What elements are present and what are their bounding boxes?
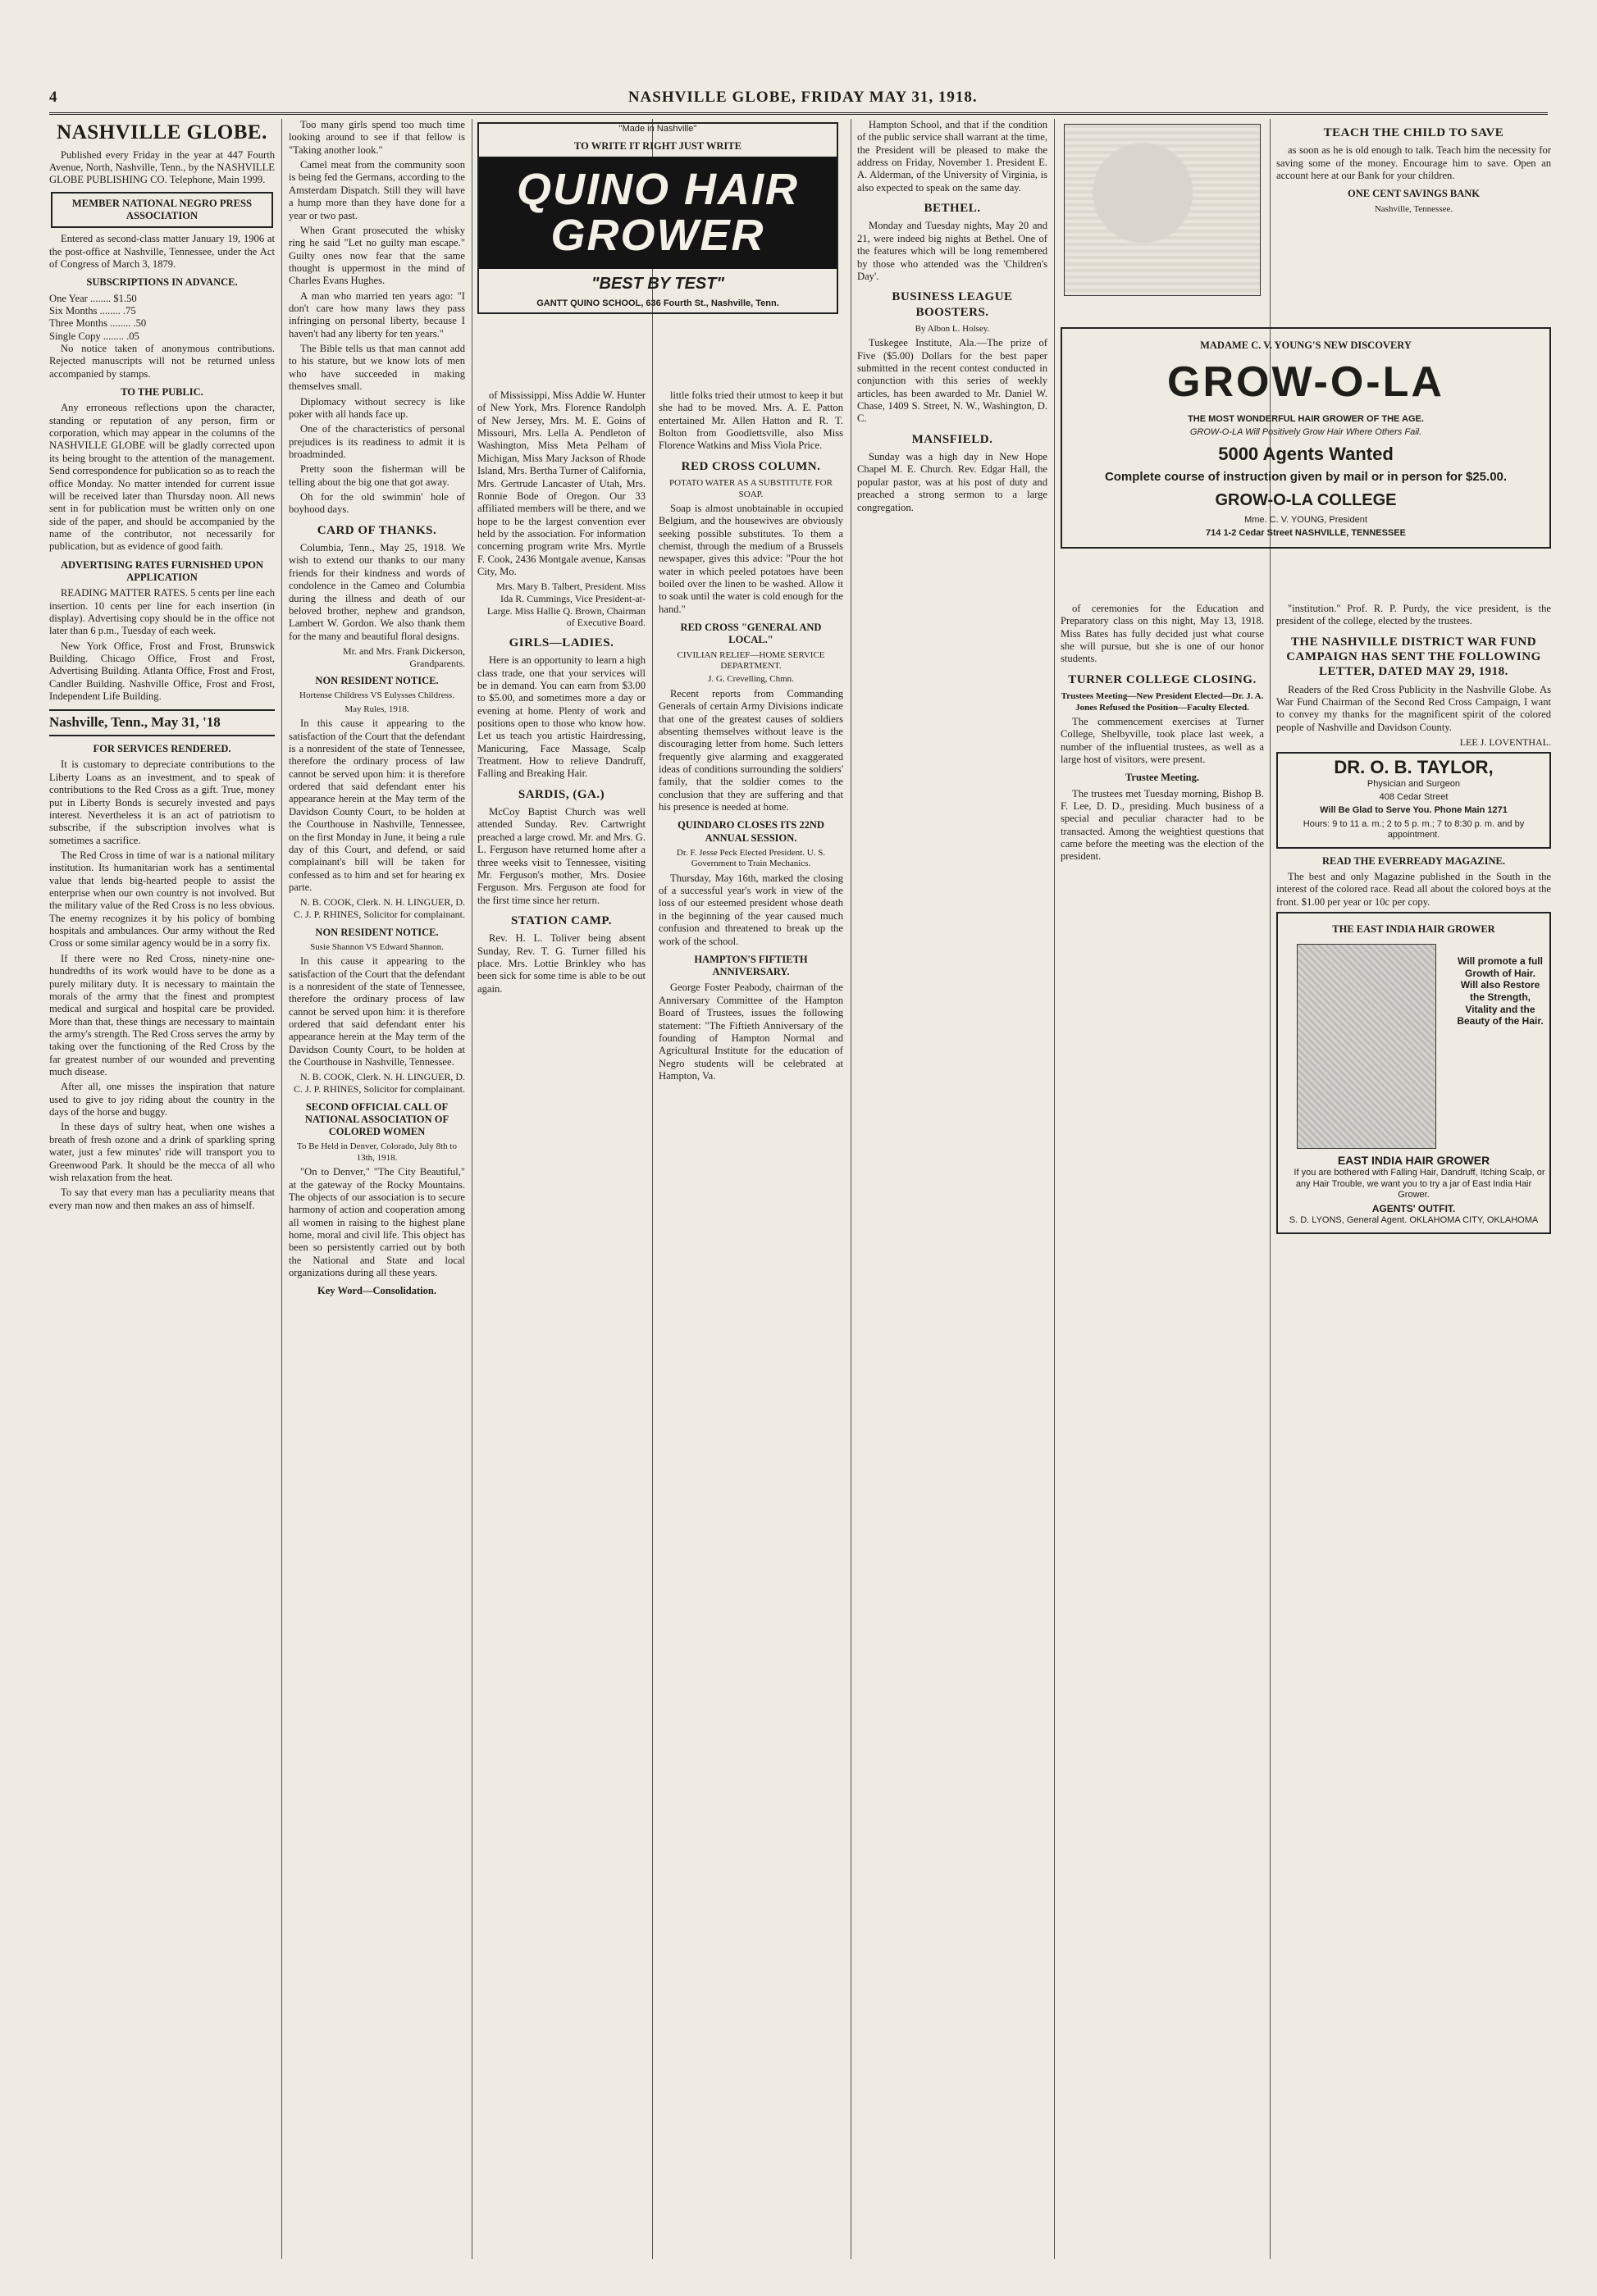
public-notice: Any erroneous reflections upon the character, standing or reputation of any person, firm or corporation, which may appear in the columns of the NASHVILLE GLOBE will be gladly corrected upon its being brought to the attention of the management. Send correspondence for publication so as to reach the office Monday. No matter intended for current issue will be received later than Thursday noon. All news sent in for publication must be written only on one side of the paper, and should be accompanied by the name of the contributor, not necessarily for publication, but as evidence of good faith. [49,402,275,553]
mansfield-title: MANSFIELD. [911,432,993,446]
war-fund-title: THE NASHVILLE DISTRICT WAR FUND CAMPAIGN HAS SENT THE FOLLOWING LETTER, DATED MAY 29, 1918. [1286,635,1541,679]
ad-footer: GANTT QUINO SCHOOL, 636 Fourth St., Nashville, Tenn. [536,298,779,309]
growola-agents: 5000 Agents Wanted [1218,443,1394,464]
civilian-signature: J. G. Crevelling, Chmn. [708,674,794,685]
ad-headline: TO WRITE IT RIGHT JUST WRITE [574,140,741,153]
girls-title: GIRLS—LADIES. [509,636,614,649]
thanks-signature: Mr. and Mrs. Frank Dickerson, Grandparents. [343,645,465,669]
column-2 [289,119,465,2259]
paragraph: A man who married ten years ago: "I don't care how many laws they pass infringing on personal liberty, because I haven't had any liberty for ten years." [289,289,465,339]
savings-illustration-area [1061,119,1264,316]
league-title: BUSINESS LEAGUE BOOSTERS. [892,290,1013,319]
growola-subtitle: THE MOST WONDERFUL HAIR GROWER OF THE AGE. [1188,413,1424,424]
growola-ad-area [1061,324,1551,594]
editorial-title: FOR SERVICES RENDERED. [93,743,231,755]
column-7 [1276,603,1551,2259]
growola-brand: GROW-O-LA [1167,358,1444,407]
growola-college: GROW-O-LA COLLEGE [1215,490,1397,509]
notice-text: In this cause it appearing to the satisfaction of the Court that the defendant is a nonresident of the state of Tennessee, therefore the ordinary process of law cannot be served upon him: it is therefore ordered that said defendant enter his appearance herein at the May term of the Davidson County Court, to be holden at the Courthouse in Nashville, Tennessee. [289,955,465,1068]
east-india-ad [1276,912,1551,1235]
everready-title: READ THE EVERREADY MAGAZINE. [1322,854,1505,867]
keyword-heading: Key Word—Consolidation. [317,1285,436,1297]
quindaro-subtitle: Dr. F. Jesse Peck Elected President. U. S. Government to Train Mechanics. [676,847,826,869]
column-4 [659,390,843,2259]
bank-location: Nashville, Tennessee. [1374,203,1453,214]
editorial-paragraph: To say that every man has a peculiarity means that every man now and then makes an ass of himself. [49,1187,275,1211]
notice-text: In this cause it appearing to the satisfaction of the Court that the defendant is a nonresident of the state of Tennessee, therefore the ordinary process of law cannot be served upon him: it is therefore ordered that said defendant enter his appearance herein at the May term of the Davidson County Court, to be holden at the Courthouse in Nashville, Tennessee, on the first Monday in June, it being a rule day of this Court, and defend, or said complainant's bill will be taken for confessed as to him and set for hearing ex parte. [289,718,465,893]
page-header [49,82,1548,115]
everready-text: The best and only Magazine published in the South in the interest of the colored race. Read all about the colored boys at the front. $1.00 per year or 10c per copy. [1276,870,1551,908]
paragraph: Pretty soon the fisherman will be telling about the big one that got away. [289,463,465,488]
east-india-agents: AGENTS' OUTFIT. [1371,1203,1456,1215]
paragraph: of Mississippi, Miss Addie W. Hunter of New York, Mrs. Florence Randolph of New Jersey, Mrs. M. E. Goins of Missouri, Mrs. Lella A. Pendleton of Washington, Miss Meta Pelham of Michigan, Miss Mary Jackson of Rhode Island, Mrs. Bertha Turner of California, Mrs. Gertrude Lancaster of Utah, Mrs. Ronnie Bode of Oregon. Our 33 affiliated members will be there, and we hope to be the largest convention ever held by the association. For information concerning program write Mrs. Myrtle F. Cook, 2436 Montgale avenue, Kansas City, Mo. [477,390,646,578]
growola-head: MADAME C. V. YOUNG'S NEW DISCOVERY [1200,339,1412,351]
taylor-ad [1276,752,1551,849]
trustee-text: The trustees met Tuesday morning, Bishop B. F. Lee, D. D., presiding. Much business of a special and peculiar character had to be transacted. Among the weightiest questions that came before the meeting was the election of the president. [1061,787,1264,863]
anonymous-notice: No notice taken of anonymous contributions. Rejected manuscripts will not be returned unless accompanied by stamps. [49,343,275,380]
member-box: MEMBER NATIONAL NEGRO PRESS ASSOCIATION [51,192,273,229]
paragraph: Too many girls spend too much time looking around to see if that fellow is "Taking another look." [289,119,465,156]
growola-president: Mme. C. V. YOUNG, President [1244,515,1367,526]
column-5 [857,119,1047,2259]
paragraph: little folks tried their utmost to keep it but she had to be moved. Mrs. A. E. Patton entertained Mr. Allen Hatton and R. T. Bolton from Goodlettsville, also Miss Florence Watkins and Miss Viola Price. [659,390,843,452]
subscription-line: Three Months ........ .50 [49,317,147,330]
paragraph: Oh for the old swimmin' hole of boyhood days. [289,491,465,516]
paragraph: The Bible tells us that man cannot add to his stature, but we know lots of men who have succeeded in making themselves small. [289,343,465,393]
column-6 [1061,603,1264,2259]
civilian-title: RED CROSS "GENERAL AND LOCAL." [680,622,822,646]
paragraph: One of the characteristics of personal prejudices is its readiness to admit it is broadminded. [289,423,465,460]
east-india-title: THE EAST INDIA HAIR GROWER [1332,922,1495,935]
savings-text: as soon as he is old enough to talk. Teach him the necessity for saving some of the money. Encourage him to save. Open an account here at our Bank for your children. [1276,144,1551,182]
hampton-text: George Foster Peabody, chairman of the Anniversary Committee of the Hampton Board of Trustees, issues the following statement: "The Fiftieth Anniversary of the founding of Hampton Normal and Agricultural Institute for the education of Negro students will be celebrated at Hampton, Va. [659,982,843,1082]
ad-tagline: "BEST BY TEST" [591,275,724,294]
league-byline: By Albon L. Holsey. [915,323,990,334]
girls-text: Here is an opportunity to learn a high class trade, one that your services will be in demand. You can earn from $3.00 to $5.00, and sometimes more a day or evening at home. Plenty of work and positions open to those who know how. Let us teach you artistic Hairdressing, Manicuring, Face Massage, Scalp Treatment. How to relieve Dandruff, Falling and Breaking Hair. [477,654,646,780]
paragraph: Diplomacy without secrecy is like poker with all hands face up. [289,395,465,420]
official-call-subtitle: To Be Held in Denver, Colorado, July 8th to 13th, 1918. [297,1141,457,1163]
paragraph: of ceremonies for the Education and Preparatory class on this night, May 13, 1918. Miss Bates has fully decided just what course she will pursue, but she is one of our honor students. [1061,603,1264,665]
quino-ad [477,122,838,314]
paragraph: "institution." Prof. R. P. Purdy, the vice president, is the president of the college, elected by the trustees. [1276,603,1551,627]
civilian-text: Recent reports from Commanding Generals of certain Army Divisions indicate that one of the greatest causes of soldiers absenting themselves without leave is the discouraging letter from home. Such letters frequently give alarming and exaggerated ideas of conditions surrounding the soldiers' family, that the soldier comes to the conclusion that they are suffering and that his presence is needed at home. [659,687,843,813]
quino-ad-area [477,119,838,381]
editorial-paragraph: After all, one misses the inspiration that nature used to give to joy riding about the country in the days of the horse and buggy. [49,1081,275,1118]
publisher-info: Published every Friday in the year at 447 Fourth Avenue, North, Nashville, Tenn., by the NASHVILLE GLOBE PUBLISHING CO. Telephone, Main 1999. [49,148,275,186]
offices: New York Office, Frost and Frost, Brunswick Building. Chicago Office, Frost and Frost, Advertising Building. Atlanta Office, Frost and Frost, Candler Building. Nashville Office, Frost and Frost, Independent Life Building. [49,640,275,703]
taylor-title: Physician and Surgeon [1367,778,1461,789]
mother-child-illustration [1064,124,1261,296]
redcross-subtitle: POTATO WATER AS A SUBSTITUTE FOR SOAP. [669,478,833,499]
turner-title: TURNER COLLEGE CLOSING. [1068,672,1257,686]
sardis-title: SARDIS, (GA.) [518,787,605,801]
paragraph: Hampton School, and that if the condition of the public service shall warrant at the time, the President will be pleased to make the address on Friday, November 1. President E. A. Alderman, of the University of Virginia, is also expected to speak on the same day. [857,119,1047,194]
subscription-line: One Year ........ $1.50 [49,292,137,304]
taylor-phone: Will Be Glad to Serve You. Phone Main 1271 [1320,805,1508,816]
dateline: Nashville, Tenn., May 31, '18 [49,709,275,736]
station-text: Rev. H. L. Toliver being absent Sunday, Rev. T. G. Turner filled his place. Mrs. Lottie Brinkley who has been sick for some time is able to be out again. [477,932,646,995]
editorial-paragraph: In these days of sultry heat, when one wishes a breath of fresh ozone and a drink of sparkling spring water, just a few minutes' ride will transport you to Greenwood Park. It should be the mecca of all who wish relaxation from the heat. [49,1121,275,1183]
editorial-paragraph: It is customary to depreciate contributions to the Liberty Loans as an investment, and to speak of contributions to the Red Cross as a gift. True, money put in Liberty Bonds is securely invested and pays interest. Nevertheless it is an act of patriotism to subscribe, if the subscription involves what is sometimes a sacrifice. [49,758,275,846]
subscription-line: Single Copy ........ .05 [49,330,139,342]
taylor-hours: Hours: 9 to 11 a. m.; 2 to 5 p. m.; 7 to 8:30 p. m. and by appointment. [1303,818,1525,840]
growola-ad [1061,327,1551,549]
signatures: Mrs. Mary B. Talbert, President. Miss Ida R. Cummings, Vice President-at-Large. Miss Hallie Q. Brown, Chairman of Executive Board. [486,581,646,629]
ad-small-print: "Made in Nashville" [618,124,697,134]
notice-title: NON RESIDENT NOTICE. [315,675,439,687]
advertising-title: ADVERTISING RATES FURNISHED UPON APPLICATION [61,558,263,583]
quindaro-title: QUINDARO CLOSES ITS 22ND ANNUAL SESSION. [678,819,824,844]
official-call-text: "On to Denver," "The City Beautiful," at the gateway of the Rocky Mountains. The objects of our association is to secure harmony of action and cooperation among all women in raising to the highest plane home, moral and civil life. This object has been so persistently carried out by both the National and State and local organizations during all these years. [289,1166,465,1279]
east-india-address: S. D. LYONS, General Agent. OKLAHOMA CITY, OKLAHOMA [1289,1215,1539,1226]
growola-line: GROW-O-LA Will Positively Grow Hair Where Others Fail. [1189,427,1422,438]
notice-signature: N. B. COOK, Clerk. N. H. LINGUER, D. C. J. P. RHINES, Solicitor for complainant. [294,1071,465,1096]
advertising-rates: READING MATTER RATES. 5 cents per line each insertion. 10 cents per line for each insertion (in display). Advertising copy should be in the office not later than 6 p.m., Tuesday of each week. [49,587,275,637]
east-india-footer: EAST INDIA HAIR GROWER [1337,1154,1490,1168]
mansfield-text: Sunday was a high day in New Hope Chapel M. E. Church. Rev. Edgar Hall, the popular pastor, was at his post of duty and preached a strong sermon to a large congregation. [857,451,1047,513]
masthead: NASHVILLE GLOBE. [57,121,267,144]
taylor-address: 408 Cedar Street [1379,791,1449,802]
east-india-body: If you are bothered with Falling Hair, Dandruff, Itching Scalp, or any Hair Trouble, we want you to try a jar of East India Hair Grower. [1294,1168,1545,1200]
woman-portrait [1297,944,1436,1149]
bethel-text: Monday and Tuesday nights, May 20 and 21, were indeed big nights at Bethel. One of the features which will be long remembered by those who attended was the 'Children's Day'. [857,220,1047,282]
war-fund-text: Readers of the Red Cross Publicity in the Nashville Globe. As War Fund Chairman of the Second Red Cross Campaign, I want to convey my thanks for the magnificent spirit of the colored people of Nashville and Davidson County. [1276,683,1551,733]
taylor-name: DR. O. B. TAYLOR, [1334,756,1494,777]
sardis-text: McCoy Baptist Church was well attended Sunday. Rev. Cartwright preached a large crowd. Mr. and Mrs. G. L. Ferguson have returned home after a three weeks visit to Tennessee, visiting Mr. Ferguson's mother, Mrs. Dosiee Ferguson. Mrs. Ferguson ate food for the first time since her return. [477,806,646,906]
redcross-title: RED CROSS COLUMN. [681,459,821,473]
growola-address: 714 1-2 Cedar Street NASHVILLE, TENNESSEE [1206,528,1406,539]
bank-name: ONE CENT SAVINGS BANK [1347,188,1481,200]
growola-course: Complete course of instruction given by mail or in person for $25.00. [1104,470,1508,485]
notice-parties: Susie Shannon VS Edward Shannon. [310,941,444,952]
redcross-text: Soap is almost unobtainable in occupied Belgium, and the housewives are obviously seeking possible substitutes. To them a chemist, through the medium of a Brussels newspaper, gives this advice: "Pour the hot water in which peeled potatoes have been boiled over the linen to be washed. Allow it to soak until the water is cold enough for the hand." [659,502,843,615]
official-call-title: SECOND OFFICIAL CALL OF NATIONAL ASSOCIATION OF COLORED WOMEN [304,1100,449,1138]
east-india-side: Will promote a full Growth of Hair. Will also Restore the Strength, Vitality and the Beauty of the Hair. [1457,955,1544,1027]
entered-notice: Entered as second-class matter January 19, 1906 at the post-office at Nashville, Tennessee, under the Act of Congress of March 3, 1879. [49,233,275,271]
quindaro-text: Thursday, May 16th, marked the closing of a successful year's work in view of the loss of our esteemed president whose death in the beginning of the year caused much confusion and threatened to break up the work of the school. [659,872,843,947]
savings-title: TEACH THE CHILD TO SAVE [1323,126,1504,139]
thanks-text: Columbia, Tenn., May 25, 1918. We wish to extend our thanks to our many friends for their kindness and words of condolence in the Cameo and Columbia during the illness and death of our beloved brother, nephew and grandson, Lambert W. Gordon. We also thank them for the many and beautiful floral designs. [289,542,465,642]
station-title: STATION CAMP. [511,913,612,927]
subscription-line: Six Months ........ .75 [49,304,136,317]
hampton-title: HAMPTON'S FIFTIETH ANNIVERSARY. [694,953,808,978]
paragraph: When Grant prosecuted the whisky ring he said "Let no guilty man escape." Guilty ones now fear that the same thought is uppermost in the mind of Charles Evans Hughes. [289,224,465,287]
editorial-paragraph: The Red Cross in time of war is a national military institution. Its humanitarian work has a sentimental value that lends big-hearted people to assist the enterprise when our own country is not involved. But the military value of the Red Cross is no less obvious. The enemy recognizes it by his policy of bombing hospitals and ambulances. Our army without the Red Cross or some similar agency would be in a sorry fix. [49,849,275,950]
turner-subtitle: Trustees Meeting—New President Elected—Dr. J. A. Jones Refused the Position—Faculty Elected. [1061,691,1264,713]
league-text: Tuskegee Institute, Ala.—The prize of Five ($5.00) Dollars for the best paper submitted in the recent contest conducted in conjunction with this series of weekly articles, has been awarded to Mr. Daniel W. Chase, 1409 S. Street, N. W., Washington, D. C. [857,337,1047,425]
savings-ad [1276,119,1551,316]
column-1 [49,119,275,2259]
page-header-title: NASHVILLE GLOBE, FRIDAY MAY 31, 1918. [627,88,978,106]
subscriptions-title: SUBSCRIPTIONS IN ADVANCE. [86,276,238,289]
bethel-title: BETHEL. [924,202,981,216]
page-number: 4 [49,88,58,106]
notice-title: NON RESIDENT NOTICE. [315,926,439,938]
editorial-paragraph: If there were no Red Cross, ninety-nine one-hundredths of its work would have to be done as a purely military duty. It is necessary to maintain the morals of the army that the finest and promptest medical and surgical and hospital care be provided. More than that, these things are necessary to maintain the army's strength. The Red Cross serves the army by taking over the functioning of the Red Cross by the far greatest number of our wounded and preventing much disease. [49,952,275,1078]
war-fund-signature: LEE J. LOVENTHAL. [1459,736,1551,749]
paragraph: Camel meat from the community soon is being fed the Germans, according to the Amsterdam Dispatch. Still they will have a hump more than they have done for a year or two past. [289,159,465,221]
notice-signature: N. B. COOK, Clerk. N. H. LINGUER, D. C. J. P. RHINES, Solicitor for complainant. [294,896,465,920]
trustee-title: Trustee Meeting. [1125,772,1199,784]
thanks-title: CARD OF THANKS. [317,523,437,537]
notice-rule: May Rules, 1918. [344,704,409,714]
public-title: TO THE PUBLIC. [121,386,203,399]
turner-text: The commencement exercises at Turner College, Shelbyville, took place last week, a number of the influential trustees, as well as a large host of visitors, were present. [1061,715,1264,765]
column-3 [477,390,646,2259]
notice-parties: Hortense Childress VS Eulysses Childress. [299,690,454,701]
civilian-subtitle: CIVILIAN RELIEF—HOME SERVICE DEPARTMENT. [677,649,825,672]
quino-brand: QUINO HAIR GROWER [479,157,837,269]
